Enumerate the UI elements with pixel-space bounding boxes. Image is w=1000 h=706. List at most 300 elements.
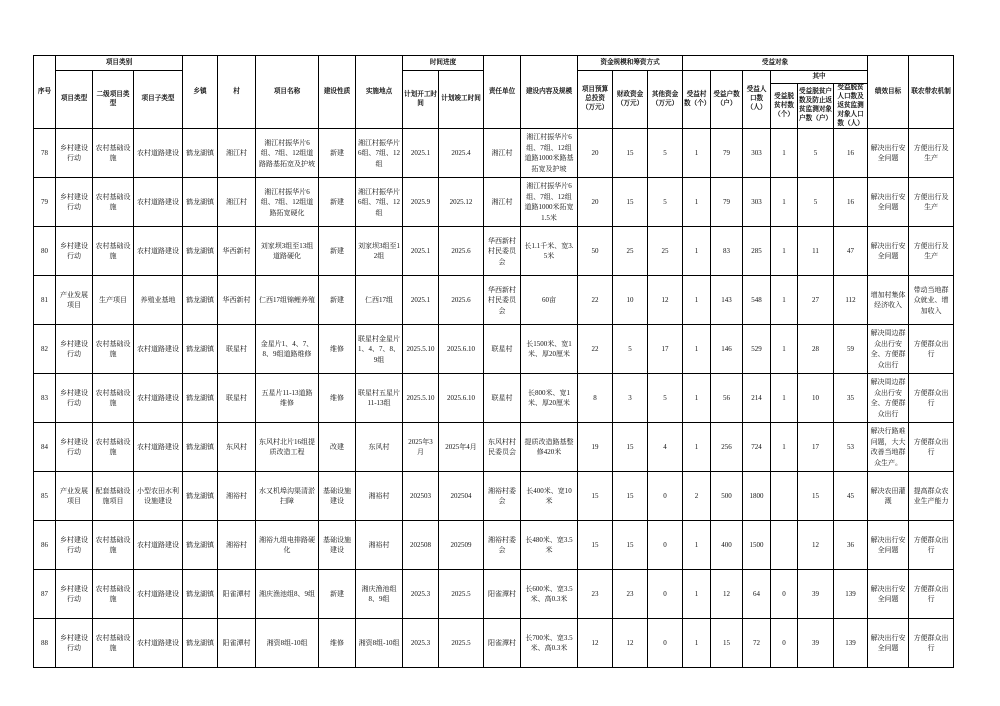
cell-poverty-population: 47 xyxy=(834,227,868,276)
cell-poverty-villages: 0 xyxy=(771,570,798,619)
cell-poverty-villages: 1 xyxy=(771,423,798,472)
cell-total-investment: 23 xyxy=(578,570,613,619)
cell-poverty-population: 36 xyxy=(834,521,868,570)
cell-farmer-linkage: 提高群众农业生产能力 xyxy=(909,472,954,521)
cell-total-investment: 19 xyxy=(578,423,613,472)
cell-secondary-type: 农村基础设施 xyxy=(93,521,134,570)
cell-project-name: 水又机埠沟渠清淤扫障 xyxy=(256,472,319,521)
cell-location: 湘资8组-10组 xyxy=(356,619,403,668)
header-secondary-type: 二级项目类型 xyxy=(93,71,134,129)
cell-construction-nature: 新建 xyxy=(319,129,356,178)
header-performance-goal: 绩效目标 xyxy=(868,56,909,129)
cell-farmer-linkage: 方便群众出行 xyxy=(909,521,954,570)
cell-benefit-population: 1500 xyxy=(743,521,771,570)
cell-poverty-households: 10 xyxy=(798,374,834,423)
table-row xyxy=(34,325,954,374)
cell-total-investment: 20 xyxy=(578,178,613,227)
cell-total-investment: 20 xyxy=(578,129,613,178)
cell-responsible-unit: 阳雀潭村 xyxy=(484,619,521,668)
cell-benefit-population: 303 xyxy=(743,129,771,178)
cell-village: 阳雀潭村 xyxy=(218,619,256,668)
cell-poverty-population: 139 xyxy=(834,570,868,619)
cell-end-date: 2025.6.10 xyxy=(439,374,484,423)
cell-town: 鹤龙湖镇 xyxy=(183,570,218,619)
cell-town: 鹤龙湖镇 xyxy=(183,423,218,472)
cell-poverty-households: 5 xyxy=(798,129,834,178)
cell-serial: 85 xyxy=(34,472,56,521)
cell-benefit-households: 79 xyxy=(711,129,743,178)
cell-other-funds: 5 xyxy=(648,129,683,178)
cell-fiscal-funds: 15 xyxy=(613,423,648,472)
header-town: 乡镇 xyxy=(183,56,218,129)
header-construction-nature: 建设性质 xyxy=(319,56,356,129)
cell-benefit-villages: 1 xyxy=(683,423,711,472)
cell-village: 联星村 xyxy=(218,325,256,374)
cell-location: 东风村 xyxy=(356,423,403,472)
cell-construction-nature: 维修 xyxy=(319,619,356,668)
cell-other-funds: 12 xyxy=(648,276,683,325)
cell-benefit-population: 72 xyxy=(743,619,771,668)
cell-responsible-unit: 湘江村 xyxy=(484,129,521,178)
cell-other-funds: 25 xyxy=(648,227,683,276)
cell-performance-goal: 解决出行安全问题 xyxy=(868,178,909,227)
cell-fiscal-funds: 15 xyxy=(613,472,648,521)
cell-serial: 84 xyxy=(34,423,56,472)
cell-responsible-unit: 联星村 xyxy=(484,325,521,374)
cell-serial: 86 xyxy=(34,521,56,570)
cell-project-name: 湘江村振华片6组、7组、12组道路路基拓宽及护坡 xyxy=(256,129,319,178)
header-sub-type: 项目子类型 xyxy=(134,71,183,129)
cell-benefit-households: 146 xyxy=(711,325,743,374)
cell-content-scale: 长1.1千米、宽3.5米 xyxy=(521,227,578,276)
cell-benefit-households: 500 xyxy=(711,472,743,521)
header-group-category: 项目类别 xyxy=(56,56,183,71)
cell-start-date: 2025.5.10 xyxy=(403,325,439,374)
cell-sub-type: 农村道路建设 xyxy=(134,570,183,619)
cell-benefit-households: 256 xyxy=(711,423,743,472)
cell-fiscal-funds: 23 xyxy=(613,570,648,619)
cell-secondary-type: 农村基础设施 xyxy=(93,178,134,227)
cell-benefit-villages: 1 xyxy=(683,129,711,178)
cell-poverty-population: 53 xyxy=(834,423,868,472)
cell-project-name: 东风村北片16组提质改造工程 xyxy=(256,423,319,472)
header-group-funds: 资金规模和筹资方式 xyxy=(578,56,683,71)
document-page xyxy=(33,55,954,668)
cell-project-type: 产业发展项目 xyxy=(56,276,93,325)
cell-poverty-population: 16 xyxy=(834,129,868,178)
cell-benefit-population: 285 xyxy=(743,227,771,276)
header-fiscal-funds: 财政资金（万元） xyxy=(613,71,648,129)
cell-poverty-population: 45 xyxy=(834,472,868,521)
cell-construction-nature: 新建 xyxy=(319,570,356,619)
cell-benefit-households: 79 xyxy=(711,178,743,227)
cell-construction-nature: 维修 xyxy=(319,374,356,423)
cell-town: 鹤龙湖镇 xyxy=(183,129,218,178)
cell-poverty-villages xyxy=(771,472,798,521)
cell-total-investment: 15 xyxy=(578,521,613,570)
cell-end-date: 2025.6 xyxy=(439,276,484,325)
cell-town: 鹤龙湖镇 xyxy=(183,276,218,325)
cell-farmer-linkage: 方便出行及生产 xyxy=(909,129,954,178)
cell-content-scale: 60亩 xyxy=(521,276,578,325)
cell-content-scale: 长800米、宽1米、厚20厘米 xyxy=(521,374,578,423)
cell-fiscal-funds: 5 xyxy=(613,325,648,374)
table-body xyxy=(34,129,954,668)
cell-farmer-linkage: 方便出行及生产 xyxy=(909,178,954,227)
cell-sub-type: 农村道路建设 xyxy=(134,325,183,374)
table-header xyxy=(34,56,954,129)
cell-performance-goal: 解决出行安全问题 xyxy=(868,129,909,178)
header-poverty-population: 受益脱贫人口数及返贫监测对象人口数（人） xyxy=(834,84,868,129)
cell-construction-nature: 新建 xyxy=(319,276,356,325)
cell-benefit-households: 56 xyxy=(711,374,743,423)
cell-location: 湘裕村 xyxy=(356,521,403,570)
cell-start-date: 2025.1 xyxy=(403,227,439,276)
table-row xyxy=(34,227,954,276)
cell-fiscal-funds: 15 xyxy=(613,521,648,570)
cell-construction-nature: 维修 xyxy=(319,325,356,374)
cell-benefit-villages: 1 xyxy=(683,619,711,668)
cell-start-date: 202508 xyxy=(403,521,439,570)
cell-start-date: 202503 xyxy=(403,472,439,521)
cell-poverty-households: 28 xyxy=(798,325,834,374)
cell-responsible-unit: 湘裕村委会 xyxy=(484,521,521,570)
table-row xyxy=(34,374,954,423)
cell-benefit-households: 15 xyxy=(711,619,743,668)
cell-secondary-type: 农村基础设施 xyxy=(93,227,134,276)
header-project-name: 项目名称 xyxy=(256,56,319,129)
cell-farmer-linkage: 方便群众出行 xyxy=(909,619,954,668)
cell-town: 鹤龙湖镇 xyxy=(183,521,218,570)
cell-construction-nature: 新建 xyxy=(319,227,356,276)
header-group-among: 其中 xyxy=(771,71,868,84)
cell-start-date: 2025.9 xyxy=(403,178,439,227)
cell-benefit-villages: 1 xyxy=(683,276,711,325)
cell-responsible-unit: 联星村 xyxy=(484,374,521,423)
cell-benefit-households: 83 xyxy=(711,227,743,276)
cell-town: 鹤龙湖镇 xyxy=(183,178,218,227)
cell-start-date: 2025.3 xyxy=(403,619,439,668)
cell-content-scale: 长1500米、宽1米、厚20厘米 xyxy=(521,325,578,374)
project-table xyxy=(33,55,954,668)
cell-benefit-villages: 1 xyxy=(683,521,711,570)
cell-performance-goal: 解决出行安全问题 xyxy=(868,521,909,570)
cell-fiscal-funds: 3 xyxy=(613,374,648,423)
cell-location: 联星村五星片11-13组 xyxy=(356,374,403,423)
cell-project-type: 产业发展项目 xyxy=(56,472,93,521)
cell-performance-goal: 解决出行安全问题 xyxy=(868,619,909,668)
cell-construction-nature: 基础设施建设 xyxy=(319,472,356,521)
cell-secondary-type: 农村基础设施 xyxy=(93,423,134,472)
cell-location: 联星村金星片1、4、7、8、9组 xyxy=(356,325,403,374)
cell-poverty-population: 112 xyxy=(834,276,868,325)
cell-secondary-type: 生产项目 xyxy=(93,276,134,325)
cell-secondary-type: 配套基础设施项目 xyxy=(93,472,134,521)
cell-serial: 78 xyxy=(34,129,56,178)
cell-end-date: 2025年4月 xyxy=(439,423,484,472)
cell-poverty-households: 5 xyxy=(798,178,834,227)
cell-farmer-linkage: 方便群众出行 xyxy=(909,325,954,374)
table-row xyxy=(34,129,954,178)
cell-poverty-population: 16 xyxy=(834,178,868,227)
cell-benefit-households: 400 xyxy=(711,521,743,570)
cell-secondary-type: 农村基础设施 xyxy=(93,619,134,668)
cell-responsible-unit: 湘江村 xyxy=(484,178,521,227)
cell-project-type: 乡村建设行动 xyxy=(56,521,93,570)
cell-other-funds: 0 xyxy=(648,521,683,570)
cell-benefit-population: 64 xyxy=(743,570,771,619)
cell-end-date: 2025.6 xyxy=(439,227,484,276)
cell-location: 刘家坝3组至12组 xyxy=(356,227,403,276)
cell-total-investment: 22 xyxy=(578,325,613,374)
cell-project-type: 乡村建设行动 xyxy=(56,423,93,472)
cell-sub-type: 农村道路建设 xyxy=(134,129,183,178)
cell-serial: 88 xyxy=(34,619,56,668)
cell-location: 湘江村振华片6组、7组、12组 xyxy=(356,129,403,178)
cell-benefit-villages: 1 xyxy=(683,227,711,276)
cell-other-funds: 0 xyxy=(648,472,683,521)
cell-content-scale: 长600米、宽3.5米、高0.3米 xyxy=(521,570,578,619)
cell-start-date: 2025.1 xyxy=(403,276,439,325)
cell-poverty-villages: 0 xyxy=(771,619,798,668)
cell-village: 阳雀潭村 xyxy=(218,570,256,619)
cell-total-investment: 50 xyxy=(578,227,613,276)
cell-sub-type: 农村道路建设 xyxy=(134,521,183,570)
cell-serial: 80 xyxy=(34,227,56,276)
cell-benefit-villages: 1 xyxy=(683,325,711,374)
cell-poverty-households: 27 xyxy=(798,276,834,325)
header-end-date: 计划竣工时间 xyxy=(439,71,484,129)
cell-start-date: 2025.1 xyxy=(403,129,439,178)
cell-fiscal-funds: 12 xyxy=(613,619,648,668)
cell-project-name: 湘庆渔池组8、9组 xyxy=(256,570,319,619)
cell-sub-type: 农村道路建设 xyxy=(134,619,183,668)
cell-poverty-households: 11 xyxy=(798,227,834,276)
cell-serial: 79 xyxy=(34,178,56,227)
cell-start-date: 2025.3 xyxy=(403,570,439,619)
cell-fiscal-funds: 15 xyxy=(613,178,648,227)
header-group-time: 时间进度 xyxy=(403,56,484,71)
cell-responsible-unit: 湘裕村委会 xyxy=(484,472,521,521)
cell-end-date: 2025.5 xyxy=(439,619,484,668)
cell-total-investment: 12 xyxy=(578,619,613,668)
cell-sub-type: 农村道路建设 xyxy=(134,374,183,423)
cell-benefit-population: 214 xyxy=(743,374,771,423)
cell-poverty-households: 12 xyxy=(798,521,834,570)
header-content-scale: 建设内容及规模 xyxy=(521,56,578,129)
table-row xyxy=(34,570,954,619)
cell-poverty-villages: 1 xyxy=(771,178,798,227)
cell-content-scale: 湘江村振华片6组、7组、12组道路1000米拓宽1.5米 xyxy=(521,178,578,227)
table-row xyxy=(34,521,954,570)
cell-project-name: 五星片11-13道路维修 xyxy=(256,374,319,423)
cell-fiscal-funds: 25 xyxy=(613,227,648,276)
header-responsible-unit: 责任单位 xyxy=(484,56,521,129)
cell-village: 湘江村 xyxy=(218,178,256,227)
header-benefit-households: 受益户数（户） xyxy=(711,71,743,129)
cell-total-investment: 8 xyxy=(578,374,613,423)
cell-poverty-villages xyxy=(771,521,798,570)
cell-sub-type: 养殖业基地 xyxy=(134,276,183,325)
cell-end-date: 2025.5 xyxy=(439,570,484,619)
cell-location: 湘庆渔池组8、9组 xyxy=(356,570,403,619)
cell-end-date: 2025.6.10 xyxy=(439,325,484,374)
cell-poverty-villages: 1 xyxy=(771,129,798,178)
cell-total-investment: 15 xyxy=(578,472,613,521)
cell-fiscal-funds: 15 xyxy=(613,129,648,178)
cell-farmer-linkage: 方便群众出行 xyxy=(909,570,954,619)
header-farmer-linkage: 联农带农机制 xyxy=(909,56,954,129)
cell-performance-goal: 解决周边群众出行安全、方便群众出行 xyxy=(868,325,909,374)
cell-project-type: 乡村建设行动 xyxy=(56,619,93,668)
cell-construction-nature: 基础设施建设 xyxy=(319,521,356,570)
cell-farmer-linkage: 方便出行及生产 xyxy=(909,227,954,276)
cell-end-date: 2025.12 xyxy=(439,178,484,227)
cell-other-funds: 5 xyxy=(648,374,683,423)
cell-town: 鹤龙湖镇 xyxy=(183,227,218,276)
cell-other-funds: 5 xyxy=(648,178,683,227)
cell-project-name: 湘资8组-10组 xyxy=(256,619,319,668)
cell-sub-type: 农村道路建设 xyxy=(134,227,183,276)
cell-town: 鹤龙湖镇 xyxy=(183,619,218,668)
cell-performance-goal: 解决行路难问题，大大改善当地群众生产。 xyxy=(868,423,909,472)
header-village: 村 xyxy=(218,56,256,129)
cell-project-name: 刘家坝3组至13组道路硬化 xyxy=(256,227,319,276)
cell-project-name: 仁西17组锦鲤养殖 xyxy=(256,276,319,325)
cell-start-date: 2025年3月 xyxy=(403,423,439,472)
cell-other-funds: 0 xyxy=(648,619,683,668)
header-location: 实施地点 xyxy=(356,56,403,129)
header-group-benefit: 受益对象 xyxy=(683,56,868,71)
header-benefit-villages: 受益村数（个） xyxy=(683,71,711,129)
cell-location: 湘江村振华片6组、7组、12组 xyxy=(356,178,403,227)
cell-village: 联星村 xyxy=(218,374,256,423)
cell-farmer-linkage: 方便群众出行 xyxy=(909,423,954,472)
header-project-type: 项目类型 xyxy=(56,71,93,129)
cell-poverty-villages: 1 xyxy=(771,276,798,325)
cell-project-name: 湘裕九组电排路硬化 xyxy=(256,521,319,570)
cell-poverty-households: 39 xyxy=(798,619,834,668)
cell-serial: 82 xyxy=(34,325,56,374)
table-row xyxy=(34,178,954,227)
cell-construction-nature: 新建 xyxy=(319,178,356,227)
cell-responsible-unit: 阳雀潭村 xyxy=(484,570,521,619)
header-benefit-population: 受益人口数（人） xyxy=(743,71,771,129)
cell-benefit-villages: 1 xyxy=(683,570,711,619)
cell-content-scale: 长400米、宽10米 xyxy=(521,472,578,521)
cell-serial: 81 xyxy=(34,276,56,325)
cell-end-date: 202509 xyxy=(439,521,484,570)
cell-benefit-population: 1800 xyxy=(743,472,771,521)
cell-poverty-villages: 1 xyxy=(771,227,798,276)
cell-location: 仁西17组 xyxy=(356,276,403,325)
header-poverty-households: 受益脱贫户数及防止返贫监测对象户数（户） xyxy=(798,84,834,129)
table-row xyxy=(34,619,954,668)
cell-serial: 83 xyxy=(34,374,56,423)
cell-content-scale: 长700米、宽3.5米、高0.3米 xyxy=(521,619,578,668)
cell-start-date: 2025.5.10 xyxy=(403,374,439,423)
cell-poverty-households: 17 xyxy=(798,423,834,472)
cell-sub-type: 农村道路建设 xyxy=(134,178,183,227)
cell-secondary-type: 农村基础设施 xyxy=(93,129,134,178)
cell-fiscal-funds: 10 xyxy=(613,276,648,325)
cell-sub-type: 农村道路建设 xyxy=(134,423,183,472)
cell-poverty-villages: 1 xyxy=(771,325,798,374)
cell-project-name: 湘江村振华片6组、7组、12组道路拓宽硬化 xyxy=(256,178,319,227)
cell-project-name: 金星片1、4、7、8、9组道路维修 xyxy=(256,325,319,374)
cell-poverty-households: 39 xyxy=(798,570,834,619)
cell-benefit-villages: 1 xyxy=(683,374,711,423)
cell-secondary-type: 农村基础设施 xyxy=(93,325,134,374)
cell-town: 鹤龙湖镇 xyxy=(183,374,218,423)
cell-village: 华西新村 xyxy=(218,276,256,325)
cell-performance-goal: 解决周边群众出行安全、方便群众出行 xyxy=(868,374,909,423)
cell-project-type: 乡村建设行动 xyxy=(56,374,93,423)
cell-responsible-unit: 华西新村村民委员会 xyxy=(484,276,521,325)
header-poverty-villages: 受益脱贫村数（个） xyxy=(771,84,798,129)
table-row xyxy=(34,276,954,325)
cell-secondary-type: 农村基础设施 xyxy=(93,374,134,423)
cell-benefit-population: 303 xyxy=(743,178,771,227)
cell-other-funds: 4 xyxy=(648,423,683,472)
cell-performance-goal: 解决出行安全问题 xyxy=(868,570,909,619)
cell-poverty-population: 59 xyxy=(834,325,868,374)
cell-project-type: 乡村建设行动 xyxy=(56,570,93,619)
cell-end-date: 202504 xyxy=(439,472,484,521)
cell-performance-goal: 增加村集体经济收入 xyxy=(868,276,909,325)
cell-village: 湘裕村 xyxy=(218,521,256,570)
header-start-date: 计划开工时间 xyxy=(403,71,439,129)
cell-content-scale: 提质改造路基整修420米 xyxy=(521,423,578,472)
cell-responsible-unit: 东风村村民委员会 xyxy=(484,423,521,472)
cell-benefit-villages: 2 xyxy=(683,472,711,521)
cell-other-funds: 0 xyxy=(648,570,683,619)
cell-benefit-households: 143 xyxy=(711,276,743,325)
cell-town: 鹤龙湖镇 xyxy=(183,325,218,374)
cell-village: 华西新村 xyxy=(218,227,256,276)
cell-benefit-villages: 1 xyxy=(683,178,711,227)
cell-benefit-population: 548 xyxy=(743,276,771,325)
table-row xyxy=(34,472,954,521)
cell-farmer-linkage: 方便群众出行 xyxy=(909,374,954,423)
header-other-funds: 其他资金（万元） xyxy=(648,71,683,129)
header-total-investment: 项目预算总投资（万元） xyxy=(578,71,613,129)
cell-content-scale: 长480米、宽3.5米 xyxy=(521,521,578,570)
cell-total-investment: 22 xyxy=(578,276,613,325)
cell-benefit-households: 12 xyxy=(711,570,743,619)
cell-poverty-villages: 1 xyxy=(771,374,798,423)
table-row xyxy=(34,423,954,472)
cell-end-date: 2025.4 xyxy=(439,129,484,178)
cell-project-type: 乡村建设行动 xyxy=(56,129,93,178)
cell-performance-goal: 解决农田灌溉 xyxy=(868,472,909,521)
cell-town: 鹤龙湖镇 xyxy=(183,472,218,521)
cell-project-type: 乡村建设行动 xyxy=(56,325,93,374)
cell-serial: 87 xyxy=(34,570,56,619)
cell-secondary-type: 农村基础设施 xyxy=(93,570,134,619)
cell-farmer-linkage: 带动当地群众就业、增加收入 xyxy=(909,276,954,325)
cell-village: 湘江村 xyxy=(218,129,256,178)
cell-benefit-population: 724 xyxy=(743,423,771,472)
cell-sub-type: 小型农田水利设施建设 xyxy=(134,472,183,521)
cell-poverty-population: 139 xyxy=(834,619,868,668)
cell-project-type: 乡村建设行动 xyxy=(56,227,93,276)
cell-village: 湘裕村 xyxy=(218,472,256,521)
cell-content-scale: 湘江村振华片6组、7组、12组道路1000米路基拓宽及护坡 xyxy=(521,129,578,178)
cell-village: 东风村 xyxy=(218,423,256,472)
cell-location: 湘裕村 xyxy=(356,472,403,521)
cell-construction-nature: 改建 xyxy=(319,423,356,472)
